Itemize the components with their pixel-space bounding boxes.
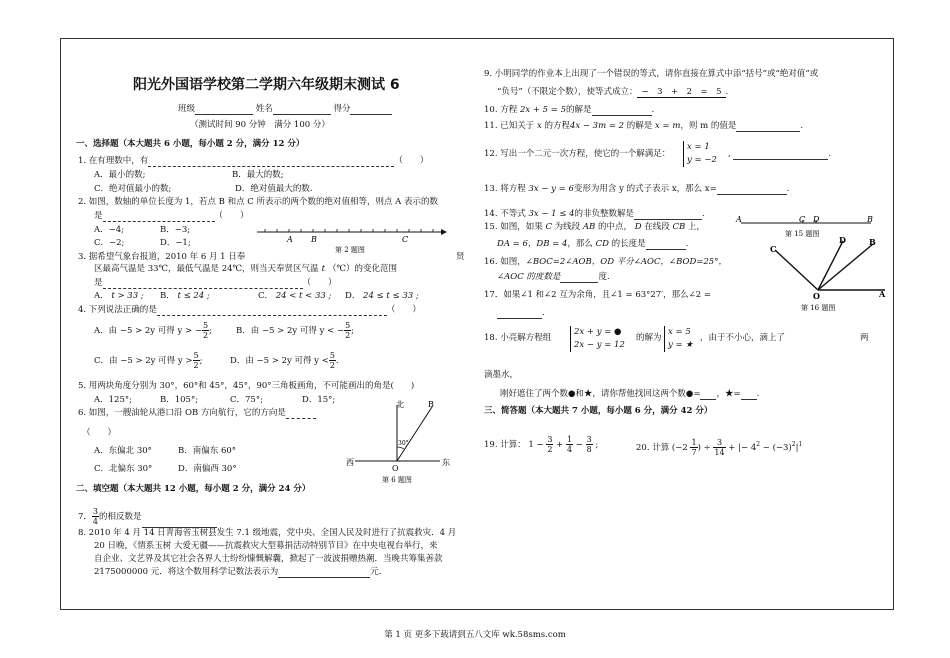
ray-ob — [397, 407, 432, 461]
q6-figure-caption: 第 6 题图 — [382, 476, 412, 484]
q16-figure-caption: 第 16 题图 — [801, 304, 836, 312]
q5-option-b[interactable]: B．105°; — [160, 395, 199, 405]
q18-text4: 滴墨水， — [484, 370, 519, 380]
q4-dots — [157, 306, 387, 316]
seg-label-b: B — [867, 215, 873, 224]
q3-option-c[interactable] — [258, 291, 331, 302]
class-blank[interactable] — [195, 105, 253, 115]
q11-text: 的方程 — [544, 121, 570, 131]
q15-text3: 的中点， — [597, 222, 632, 232]
q14-num: 14. 不等式 — [484, 209, 526, 219]
q18-text3: ，由于不小心，滴上了 — [700, 333, 786, 343]
arrow-icon — [441, 229, 447, 235]
q14-inequality: 3x − 1 ≤ 4 — [528, 209, 575, 219]
ang-label-o: O — [813, 291, 820, 301]
q6-dots — [286, 409, 316, 419]
q7-frac — [92, 507, 99, 526]
q4-paren[interactable]: （ ） — [386, 305, 421, 315]
frac-den: 2 — [329, 361, 335, 370]
q6-option-d[interactable]: D．南偏西 30° — [178, 464, 237, 474]
q1-dots — [148, 157, 394, 167]
q17-blank[interactable] — [497, 309, 542, 319]
q18-line3 — [500, 389, 759, 400]
q7-frac-den: 4 — [92, 517, 99, 526]
q2-line2 — [94, 211, 249, 222]
time-note: （测试时间 90 分钟 满分 100 分） — [190, 120, 330, 130]
q1-option-d[interactable]: D．绝对值最大的数. — [235, 184, 313, 194]
q11-equation: 4x − 3m = 2 — [569, 121, 625, 131]
q18-text6: ，★= — [716, 389, 741, 399]
q3-option-a[interactable] — [94, 291, 144, 302]
q4-stem — [78, 305, 421, 316]
name-label: 姓名 — [255, 104, 273, 114]
q16-num: 16. 如图， — [484, 257, 526, 267]
q14-blank[interactable] — [634, 210, 702, 220]
q8-text: 2175000000 元．将这个数用科学记数法表示为 — [94, 567, 279, 577]
q16-unit: 度. — [598, 272, 610, 282]
q2-stem: 2. 如图，数轴的单位长度为 1，若点 B 和点 C 所表示的两个数的绝对值相等，则点 A 表示的数 — [78, 197, 439, 207]
q16-line1 — [484, 257, 727, 268]
page-footer: 第 1 页 更多下载请到五八文库 wk.58sms.com — [384, 630, 566, 640]
q1-option-b[interactable]: B．最大的数; — [232, 170, 284, 180]
class-label: 班级 — [178, 104, 196, 114]
q15-line1: 15. 如图，如果 C 为线段 AB 的中点， D 在线段 CB 上， — [484, 222, 705, 232]
q17-text: 17．如果∠1 和∠2 互为余角，且∠1 = 63°27′，那么∠2 = — [484, 290, 712, 300]
score-label: 得分 — [333, 104, 351, 114]
q3-a-label: A． — [94, 291, 109, 301]
q20-text: 20. 计算 — [636, 442, 670, 453]
q11-num: 11. 已知关于 — [484, 121, 535, 131]
ang-label-d: D — [839, 235, 846, 245]
q2-figure-caption: 第 2 题图 — [335, 246, 365, 254]
frac-den: 2 — [193, 361, 199, 370]
ang-label-a: A — [879, 289, 886, 299]
q18-dot-blank[interactable] — [700, 390, 716, 400]
q10-text: 的解是 — [566, 105, 592, 115]
q8-line3: 自企业、文艺界及其它社会各界人士纷纷慷慨解囊，掀起了一波波捐赠热潮．当晚共筹集善款 — [94, 554, 443, 564]
q3-c-value: 24 < t < 33 ; — [275, 291, 332, 301]
q12-answer: , . — [728, 149, 832, 159]
info-line — [178, 104, 392, 115]
q11-solution: x = m — [655, 121, 681, 131]
q10-blank[interactable] — [592, 106, 652, 116]
q12-blank[interactable] — [733, 150, 828, 160]
q18-star-blank[interactable] — [741, 390, 757, 400]
q15-text4: 在线段 — [644, 222, 670, 232]
q7-text: 的相反数是 — [99, 512, 142, 522]
ang-label-c: C — [770, 244, 777, 254]
q1-option-a[interactable]: A．最小的数; — [94, 170, 146, 180]
q15-figure-caption: 第 15 题图 — [785, 230, 820, 238]
q3-option-d[interactable] — [345, 291, 419, 302]
q14-text: 的非负整数解是 — [574, 209, 635, 219]
q4-text: 4. 下列说法正确的是 — [78, 305, 157, 315]
q4-a-frac — [202, 321, 209, 340]
origin-label: O — [392, 464, 399, 473]
frac-den: 2 — [202, 331, 209, 340]
east-label: 东 — [442, 458, 450, 467]
q3-b-value: t ≤ 24 ; — [177, 291, 210, 301]
q18-eq2: 2x − y = 12 — [574, 340, 625, 350]
point-b: B — [311, 235, 317, 244]
q18-end: . — [756, 389, 760, 399]
q4-option-a[interactable]: A．由 −5 > 2y 可得 y > − $\frac{5}{2}$ ; — [94, 321, 212, 340]
q16-line2 — [497, 272, 610, 283]
q18-text2: 的解为 — [636, 333, 662, 343]
q6-option-b[interactable]: B．南偏东 60° — [178, 446, 237, 456]
q19-text: 19. 计算： — [484, 440, 526, 450]
q15-text2: 为线段 — [554, 222, 581, 232]
q15-text5: 上， — [687, 222, 705, 232]
q18-eq1: 2x + y = ● — [574, 327, 622, 337]
q3-c-label: C． — [258, 291, 274, 301]
q3-line2-text: 区最高气温是 33℃，最低气温是 24℃，则当天奉贤区气温 — [94, 264, 319, 274]
ray-ob — [818, 244, 873, 290]
q6-text: 6. 如图，一艘油轮从港口沿 OB 方向航行，它的方向是 — [78, 408, 286, 418]
q13-num: 13. 将方程 — [484, 184, 526, 194]
q1-paren[interactable]: （ ） — [394, 156, 429, 166]
q2-option-b[interactable]: B．−3; — [160, 225, 191, 235]
q4-option-b[interactable]: B．由 −5 > 2y 可得 y < − $\frac{5}{2}$ ; — [236, 321, 355, 340]
q4-b-text: B．由 −5 > 2y 可得 y < − — [236, 326, 345, 336]
q9-text: “负号”（不限定个数），使等式成立： — [497, 87, 638, 97]
west-label: 西 — [346, 458, 354, 467]
section2-heading: 二、填空题（本大题共 12 小题，每小题 2 分，满分 24 分） — [76, 484, 311, 494]
q15-c: C — [545, 222, 552, 232]
q10: 10. 方程 2x + 5 = 5的解是 . — [484, 105, 655, 115]
q8-line2: 20 日晚，《情系玉树 大爱无疆——抗震救灾大型募捐活动特别节目》在中央电视台举行，来 — [94, 541, 438, 551]
q2-option-a[interactable]: A．−4; — [94, 225, 125, 235]
q15-text: 15. 如图，如果 — [484, 222, 543, 232]
q2-dots — [103, 212, 215, 222]
q3-wrap: 贤 — [456, 252, 465, 262]
q14: 14. 不等式 3x − 1 ≤ 4的非负整数解是 . — [484, 209, 705, 219]
q18-brace2 — [664, 326, 693, 352]
q6-option-c[interactable]: C．北偏东 30° — [94, 464, 153, 474]
seg-label-c: C — [799, 215, 806, 224]
q18-text: 18. 小亮解方程组 — [484, 333, 552, 343]
angle-arc — [397, 447, 404, 449]
q12-brace — [683, 141, 717, 167]
q8-line1: 8. 2010 年 4 月 14 日青海省玉树县发生 7.1 级地震，党中央、全国人民及时进行了抗震救灾．4 月 — [78, 528, 457, 538]
q15-values: DA = 6，DB = 4 — [497, 239, 568, 249]
angle-label: 30° — [398, 440, 409, 447]
q18-system — [570, 326, 625, 352]
q13: 13. 将方程 3x − y = 6变形为用含 y 的式子表示 x，那么 x= . — [484, 184, 790, 194]
q1-stem — [78, 156, 428, 167]
q3-option-b[interactable] — [160, 291, 210, 302]
q19: 19. 计算： 1 − $\frac{3}{2}$ + $\frac{1}{4}$ − $\frac{3}{8}$ ; — [484, 435, 599, 454]
ang-label-b: B — [869, 237, 876, 247]
q12-y: y = −2 — [687, 155, 717, 165]
q6-paren[interactable]: （ ） — [82, 428, 117, 438]
q12-x: x = 1 — [687, 142, 710, 152]
name-blank[interactable] — [273, 105, 331, 115]
q15-line2: DA = 6，DB = 4，那么 CD 的长度是 . — [497, 239, 689, 249]
q18-x: x = 5 — [668, 327, 691, 337]
q3-a-value: t > 33 ; — [111, 291, 144, 301]
ray-od — [818, 241, 843, 290]
seg-label-d: D — [813, 215, 820, 224]
q2-paren[interactable]: （ ） — [214, 211, 249, 221]
q4-option-d[interactable]: D．由 −5 > 2y 可得 y < $\frac{5}{2}$ . — [230, 351, 339, 370]
q5-option-c[interactable]: C．75°; — [230, 395, 263, 405]
q3-dots — [103, 279, 303, 289]
q4-option-c[interactable]: C．由 −5 > 2y 可得 y > $\frac{5}{2}$ ; — [94, 351, 203, 370]
point-b-label: B — [428, 400, 434, 409]
q6-stem — [78, 408, 316, 419]
q5-stem: 5. 用两块角度分别为 30°，60°和 45°，45°，90°三角板画角，不可能画出的角是( ) — [78, 381, 415, 391]
q4-a-text: A．由 −5 > 2y 可得 y > − — [94, 326, 202, 336]
q18-wrap: 两 — [860, 333, 869, 343]
q4-d-frac — [329, 351, 336, 370]
frac-num: 5 — [202, 321, 209, 330]
q17-answer: . — [497, 308, 545, 319]
q4-d-text: D．由 −5 > 2y 可得 y < — [230, 356, 329, 366]
q9-end: . — [725, 87, 729, 97]
number-line-figure — [255, 222, 450, 254]
q7-frac-num: 3 — [92, 507, 99, 516]
q9-line2 — [497, 87, 728, 98]
q15-text7: 的长度是 — [611, 239, 646, 249]
q15-text6: ，那么 — [567, 239, 593, 249]
q18-brace — [570, 326, 625, 352]
q10-num: 10. 方程 — [484, 105, 518, 115]
q2-option-d[interactable]: D．−1; — [160, 238, 191, 248]
q8-unit: 元. — [370, 567, 382, 577]
q9-equation[interactable]: − 3 + 2 = 5 — [637, 87, 725, 98]
q4-b-frac — [344, 321, 351, 340]
q7 — [78, 506, 217, 528]
q3-d-value: 24 ≤ t ≤ 33 ; — [363, 291, 419, 301]
q10-equation: 2x + 5 = 5 — [519, 105, 567, 115]
north-label: 北 — [396, 400, 404, 409]
section3-heading: 三、简答题（本大题共 7 小题，每小题 6 分，满分 42 分） — [484, 406, 713, 416]
angle-figure — [765, 234, 890, 312]
q5-option-d[interactable]: D．15°; — [302, 395, 336, 405]
q11-text2: 的解是 — [626, 121, 653, 131]
q3-line2-tail: （℃）的变化范围 — [327, 264, 397, 274]
frac-num: 5 — [345, 321, 351, 330]
q11: 11. 已知关于 x 的方程4x − 3m = 2 的解是 x = m，则 m 的值是 . — [484, 121, 804, 131]
frac-num: 5 — [193, 351, 199, 360]
q3-stem: 3. 据希望气象台报道，2010 年 6 月 1 日奉 — [78, 252, 246, 262]
frac-num: 5 — [329, 351, 335, 360]
q16-blank[interactable] — [560, 273, 598, 283]
q1-option-c[interactable]: C．绝对值最小的数; — [94, 184, 172, 194]
q13-equation: 3x − y = 6 — [528, 184, 574, 194]
q3-b-label: B． — [160, 291, 175, 301]
q3-paren[interactable]: （ ） — [302, 278, 337, 288]
q18-text5: 刚好遮住了两个数●和★，请你帮他找回这两个数●= — [500, 389, 701, 399]
score-blank[interactable] — [350, 105, 392, 115]
q3-line3 — [94, 278, 337, 289]
q6-option-a[interactable]: A．东偏北 30° — [94, 446, 152, 456]
compass-figure — [340, 395, 465, 487]
q18-y: y = ★ — [668, 340, 693, 350]
q3-line2: 区最高气温是 33℃，最低气温是 24℃，则当天奉贤区气温 t （℃）的变化范围 — [94, 264, 397, 274]
q4-c-frac — [193, 351, 200, 370]
q18-solution — [664, 326, 693, 352]
page-title: 阳光外国语学校第二学期六年级期末测试 6 — [133, 77, 400, 93]
q5-option-a[interactable]: A．125°; — [94, 395, 132, 405]
q20: 20. 计算 (−2 $\frac{1}{7}$ ) ÷ $\frac{3}{14}$ + |− $4^2 - (-3)^2|^1$ — [636, 437, 803, 457]
q2-option-c[interactable]: C．−2; — [94, 238, 125, 248]
q8-blank[interactable] — [278, 568, 370, 578]
q12-text: 12. 写出一个二元一次方程，使它的一个解满足： — [484, 149, 671, 159]
q12-system — [683, 141, 717, 167]
q11-text3: ，则 m 的值是 — [680, 121, 737, 131]
q3-d-label: D． — [345, 291, 361, 301]
q11-blank[interactable] — [736, 122, 800, 132]
point-a: A — [287, 235, 293, 244]
q15-d: D — [634, 222, 642, 232]
q8-line4 — [94, 567, 382, 578]
q16-condition: ∠BOC=2∠AOB，OD 平分∠AOC，∠BOD=25°， — [525, 257, 727, 267]
ray-oc — [775, 250, 818, 290]
q1-text: 1. 在有理数中，有 — [78, 156, 149, 166]
q9-line1: 9. 小明同学的作业本上出现了一个错误的等式，请你直接在算式中添“括号”或“绝对值”或 — [484, 69, 819, 79]
q3-shi: 是 — [94, 278, 103, 288]
point-c: C — [402, 235, 409, 244]
q13-text: 变形为用含 y 的式子表示 x，那么 x= — [573, 184, 717, 194]
seg-label-a: A — [736, 215, 742, 224]
frac-den: 2 — [345, 331, 351, 340]
q4-c-text: C．由 −5 > 2y 可得 y > — [94, 356, 193, 366]
section1-heading: 一、选择题（本大题共 6 小题，每小题 2 分，满分 12 分） — [76, 139, 305, 149]
q7-num: 7． — [78, 512, 92, 522]
q13-blank[interactable] — [717, 185, 787, 195]
q2-shi: 是 — [94, 211, 103, 221]
q7-blank[interactable] — [142, 518, 217, 528]
q15-blank[interactable] — [646, 240, 686, 250]
q16-text: ∠AOC 的度数是 — [497, 272, 561, 282]
